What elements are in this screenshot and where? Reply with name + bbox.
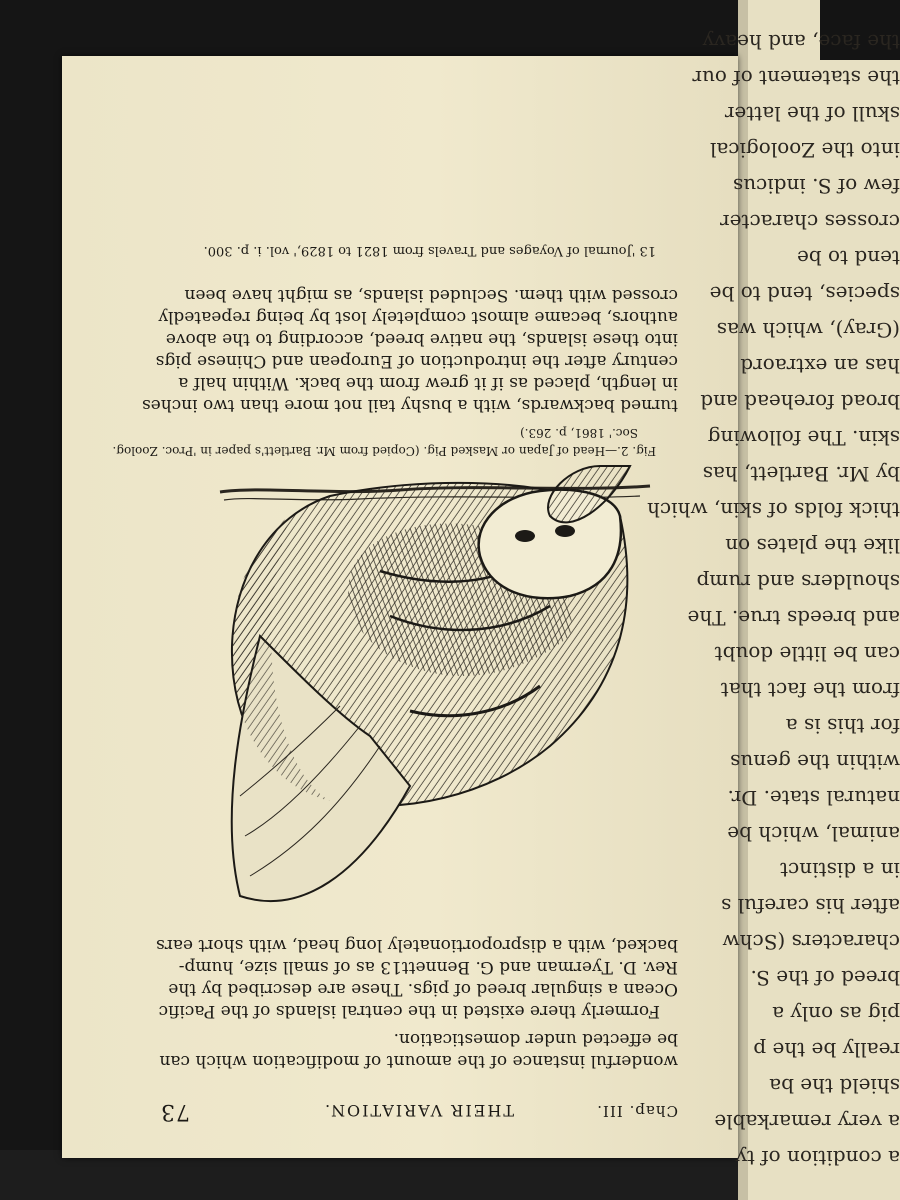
facing-page-line: tend to be: [797, 246, 900, 270]
text-line: Rev. D. Tyerman and G. Bennett13 as of small size, hump-: [178, 957, 678, 977]
paragraph-pacific-pigs: [156, 934, 678, 1022]
pig-head-engraving: [216, 466, 660, 936]
paragraph-continuation: [160, 1028, 678, 1072]
footnote: 13 'Journal of Voyages and Travels from 1821 to 1829,' vol. i. p. 300.: [203, 243, 656, 258]
text-line: wonderful instance of the amount of modification which can: [159, 1051, 678, 1071]
caption-line: Soc.' 1861, p. 263.): [520, 426, 638, 440]
facing-page-line: and breeds true. The: [687, 606, 900, 630]
running-header: [160, 1094, 678, 1124]
facing-page-line: breed of the S.: [750, 966, 900, 990]
facing-page-text: [647, 0, 900, 1200]
text-line: be effected under domestication.: [393, 1029, 678, 1049]
page-number: 73: [160, 1099, 190, 1124]
facing-page: [647, 0, 900, 1200]
paragraph-pigs-continued: [141, 284, 678, 416]
facing-page-line: the face, and heavy: [702, 30, 900, 54]
facing-page-line: can be little doubt: [714, 642, 900, 666]
text-line: in length, placed as if it grew from the back. Within half a: [178, 373, 678, 393]
facing-page-line: thick folds of skin, which: [647, 498, 900, 522]
text-line: century after the introduction of European and Chinese pigs: [155, 351, 678, 371]
book-page: [62, 56, 738, 1158]
text-line: into these islands, the native breed, according to the above: [165, 329, 678, 349]
facing-page-line: a condition of ty: [735, 1146, 900, 1170]
text-line: crossed with them. Secluded islands, as might have been: [184, 285, 678, 305]
facing-page-line: by Mr. Bartlett, has: [702, 462, 900, 486]
facing-page-line: the statement of our: [692, 66, 900, 90]
facing-page-line: a very remarkable: [714, 1110, 900, 1134]
facing-page-line: broad forehead and: [700, 390, 900, 414]
facing-page-line: in a distinct: [780, 858, 900, 882]
facing-page-line: natural state. Dr.: [727, 786, 900, 810]
figure-caption: [112, 424, 656, 460]
running-title: THEIR VARIATION.: [323, 1101, 514, 1120]
facing-page-line: animal, which be: [727, 822, 900, 846]
text-line: turned backwards, with a bushy tail not more than two inches: [141, 395, 678, 415]
facing-page-line: species, tend to be: [709, 282, 900, 306]
facing-page-line: skin. The following: [707, 426, 900, 450]
facing-page-line: like the plates on: [725, 534, 900, 558]
text-line: Ocean a singular breed of pigs. These are described by the: [168, 979, 678, 999]
text-line: backed, with a disproportionately long head, with short ears: [156, 935, 678, 955]
page-content-rotated: [62, 56, 738, 1158]
facing-page-line: skull of the latter: [724, 102, 900, 126]
facing-page-line: shield the ba: [769, 1074, 900, 1098]
facing-page-line: (Gray), which was: [716, 318, 900, 342]
facing-page-line: after his careful s: [721, 894, 900, 918]
chapter-label: Chap. III.: [596, 1102, 678, 1120]
facing-page-line: pig as only a: [772, 1002, 900, 1026]
facing-page-line: really be the p: [753, 1038, 900, 1062]
facing-page-line: has an extraord: [740, 354, 900, 378]
facing-page-line: few of S. indicus: [732, 174, 900, 198]
facing-page-line: for this is a: [785, 714, 900, 738]
facing-page-line: crosses character: [720, 210, 900, 234]
facing-page-line: shoulders and rump: [696, 570, 900, 594]
caption-line: Fig. 2.—Head of Japan or Masked Pig. (Copied from Mr. Bartlett's paper in 'Proc. Zoolog.: [112, 444, 656, 458]
facing-page-line: within the genus: [730, 750, 900, 774]
text-line: authors, became almost completely lost by being repeatedly: [158, 307, 678, 327]
facing-page-line: from the fact that: [720, 678, 900, 702]
facing-page-line: characters (Schw: [722, 930, 900, 954]
facing-page-line: into the Zoological: [710, 138, 900, 162]
text-line: Formerly there existed in the central islands of the Pacific: [158, 1001, 660, 1021]
